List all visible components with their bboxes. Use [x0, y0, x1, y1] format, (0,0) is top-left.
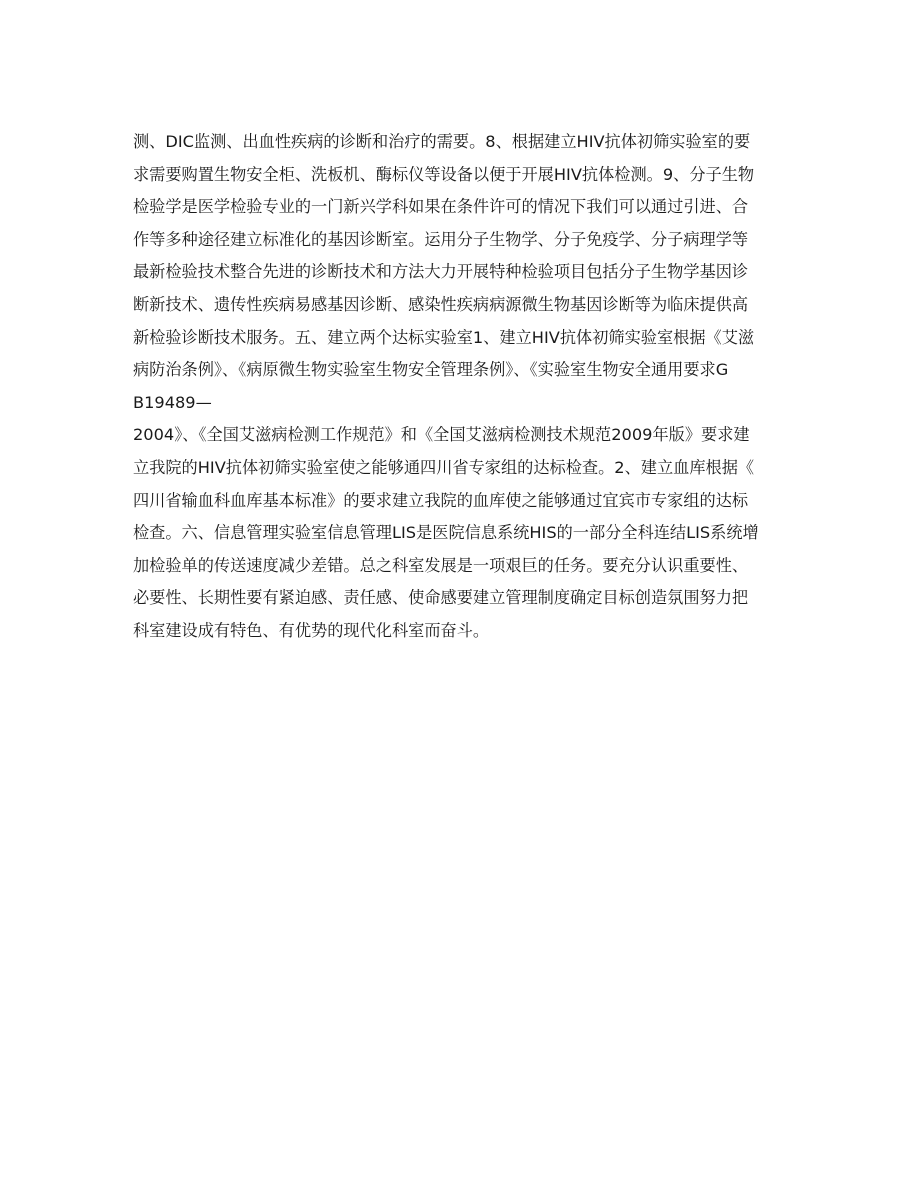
text-line: 最新检验技术整合先进的诊断技术和方法大力开展特种检验项目包括分子生物学基因诊: [133, 262, 749, 282]
text-line: 必要性、长期性要有紧迫感、责任感、使命感要建立管理制度确定目标创造氛围努力把: [133, 588, 749, 608]
text-line: 新检验诊断技术服务。五、建立两个达标实验室1、建立HIV抗体初筛实验室根据《艾滋: [133, 327, 755, 347]
text-line: 四川省输血科血库基本标准》的要求建立我院的血库使之能够通过宜宾市专家组的达标: [133, 490, 749, 510]
text-line: 测、DIC监测、出血性疾病的诊断和治疗的需要。8、根据建立HIV抗体初筛实验室的要: [133, 132, 751, 151]
text-line: 作等多种途径建立标准化的基因诊断室。运用分子生物学、分子免疫学、分子病理学等: [133, 229, 749, 249]
text-line: 加检验单的传送速度减少差错。总之科室发展是一项艰巨的任务。要充分认识重要性、: [133, 555, 749, 575]
text-line: 检查。六、信息管理实验室信息管理LIS是医院信息系统HIS的一部分全科连结LIS系统增: [133, 523, 759, 543]
text-line: 断新技术、遗传性疾病易感基因诊断、感染性疾病病源微生物基因诊断等为临床提供高: [133, 294, 749, 314]
text-line: 求需要购置生物安全柜、洗板机、酶标仪等设备以便于开展HIV抗体检测。9、分子生物: [133, 164, 755, 184]
text-line: B19489—: [133, 392, 212, 412]
text-line: 科室建设成有特色、有优势的现代化科室而奋斗。: [133, 620, 490, 640]
body-text: [133, 126, 793, 648]
text-line: 2004》、《全国艾滋病检测工作规范》和《全国艾滋病检测技术规范2009年版》要求建: [133, 425, 750, 445]
text-line: 病防治条例》、《病原微生物实验室生物安全管理条例》、《实验室生物安全通用要求G: [133, 360, 729, 380]
text-line: 立我院的HIV抗体初筛实验室使之能够通四川省专家组的达标检查。2、建立血库根据《: [133, 457, 755, 477]
text-line: 检验学是医学检验专业的一门新兴学科如果在条件许可的情况下我们可以通过引进、合: [133, 197, 749, 217]
